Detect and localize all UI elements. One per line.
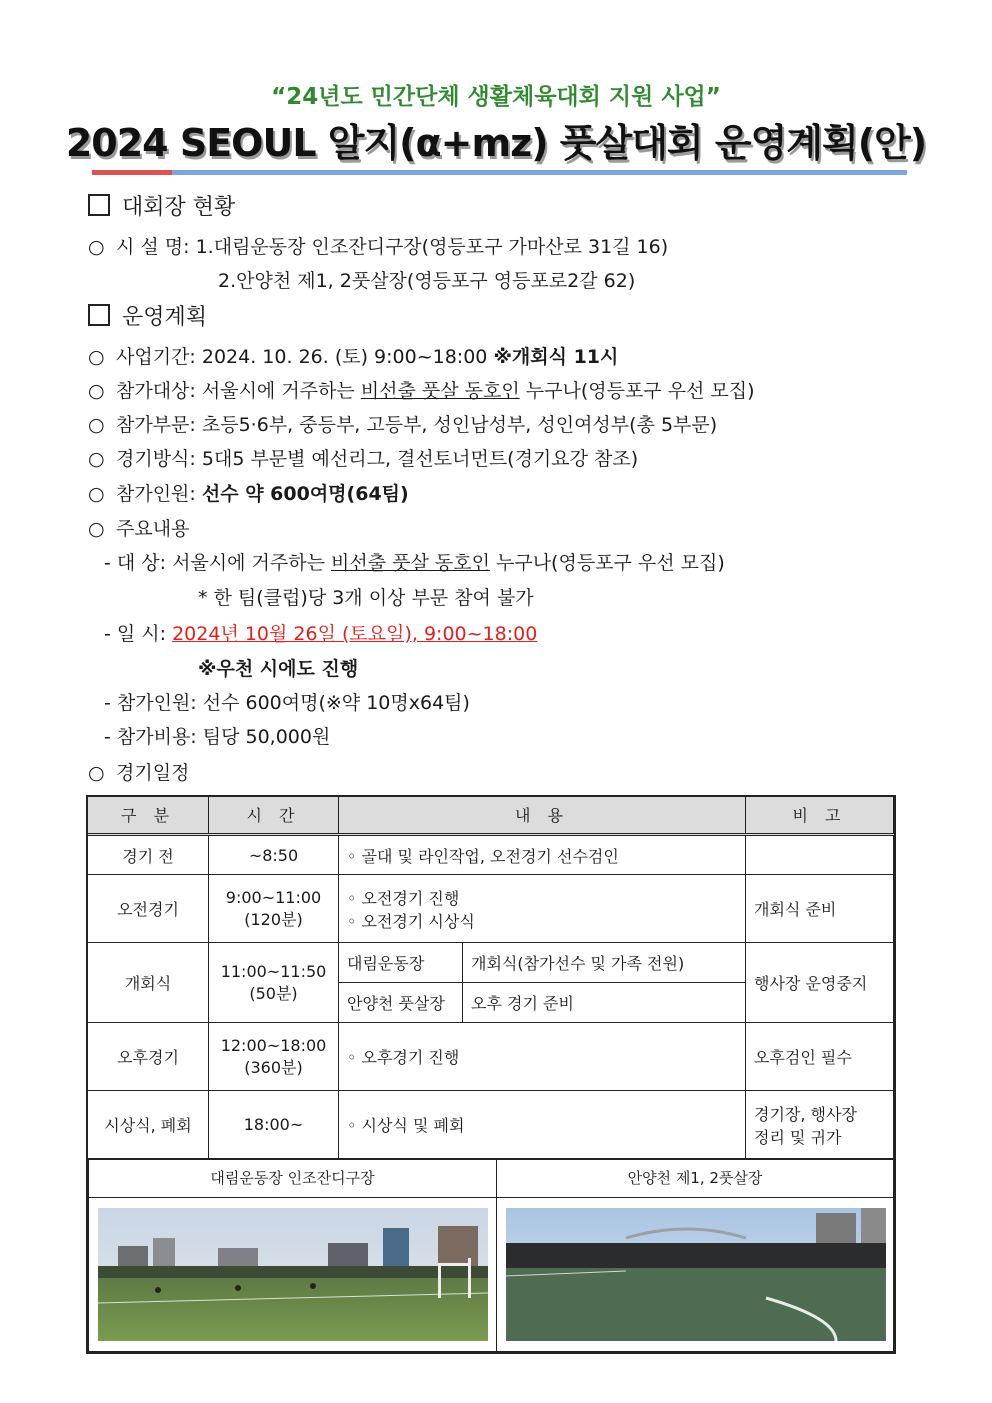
sub-fee: - 참가비용: 팀당 50,000원 <box>104 726 331 748</box>
circle-bullet-icon: ○ <box>88 236 105 258</box>
circle-bullet-icon: ○ <box>88 518 105 540</box>
row2-content-1: ◦ 오전경기 진행 <box>347 888 460 908</box>
people-label: 참가인원: <box>116 483 196 505</box>
circle-bullet-icon: ○ <box>88 380 105 402</box>
row2-note: 개회식 준비 <box>746 875 894 943</box>
row5-division: 시상식, 폐회 <box>88 1091 209 1159</box>
row3-place-2: 안양천 풋살장 <box>339 983 463 1023</box>
left-photo-caption: 대림운동장 인조잔디구장 <box>89 1160 496 1198</box>
document-subtitle: “24년도 민간단체 생활체육대회 지원 사업” <box>271 84 721 110</box>
table-row <box>88 835 894 875</box>
main-content-label: 주요내용 <box>116 518 190 540</box>
document-title: 2024 SEOUL 알지(α+mz) 풋살대회 운영계획(안) <box>65 121 927 165</box>
row3-desc-1: 개회식(참가선수 및 가족 전원) <box>463 943 746 983</box>
target-line <box>88 376 755 403</box>
row3-division: 개회식 <box>88 943 209 1023</box>
people-value: 선수 약 600여명(64팀) <box>201 483 409 505</box>
row4-note: 오후검인 필수 <box>746 1023 894 1091</box>
method-label: 경기방식: <box>116 448 196 470</box>
table-row <box>88 1023 894 1091</box>
row3-time-range: 11:00~11:50 <box>220 961 327 981</box>
row4-division: 오후경기 <box>88 1023 209 1091</box>
division-line <box>88 410 717 437</box>
row3-place-1: 대림운동장 <box>339 943 463 983</box>
people-line <box>88 479 409 506</box>
section-venue-heading: 대회장 현황 <box>122 195 236 220</box>
row3-time <box>209 943 339 1023</box>
facility-1: 1.대림운동장 인조잔디구장(영등포구 가마산로 31길 16) <box>195 236 669 258</box>
target-label: 참가대상: <box>116 380 196 402</box>
row5-note <box>746 1091 894 1159</box>
target-post: 누구나(영등포구 우선 모집) <box>525 380 755 402</box>
sub-target-pre: 서울시에 거주하는 <box>172 552 325 574</box>
sub-date-value: 2024년 10월 26일 (토요일), 9:00~18:00 <box>172 623 538 645</box>
sub-target-line <box>104 548 725 575</box>
row2-time <box>209 875 339 943</box>
period-label: 사업기간: <box>116 346 196 368</box>
target-underlined: 비선출 풋살 동호인 <box>360 380 520 402</box>
division-value: 초등5·6부, 중등부, 고등부, 성인남성부, 성인여성부(총 5부문) <box>201 414 718 436</box>
sub-date-note: ※우천 시에도 진행 <box>198 658 359 680</box>
table-row <box>88 875 894 943</box>
row2-content-2: ◦ 오전경기 시상식 <box>347 911 475 931</box>
anyangcheon-futsal-photo <box>506 1208 886 1341</box>
method-value: 5대5 부문별 예선리그, 결선토너먼트(경기요강 참조) <box>201 448 639 470</box>
daerim-field-photo <box>98 1208 488 1341</box>
circle-bullet-icon: ○ <box>88 448 105 470</box>
period-note: ※개회식 11시 <box>493 346 619 368</box>
facility-line-1 <box>88 232 668 259</box>
row4-time-range: 12:00~18:00 <box>220 1035 327 1055</box>
checkbox-icon <box>88 194 110 216</box>
circle-bullet-icon: ○ <box>88 346 105 368</box>
facility-label: 시 설 명: <box>116 236 190 258</box>
sub-people: - 참가인원: 선수 600여명(※약 10명x64팀) <box>104 692 470 714</box>
section-plan <box>88 300 207 331</box>
division-label: 참가부문: <box>116 414 196 436</box>
period-value: 2024. 10. 26. (토) 9:00~18:00 <box>201 346 488 368</box>
title-divider <box>92 170 907 175</box>
row4-time <box>209 1023 339 1091</box>
table-row <box>88 1091 894 1159</box>
table-header-row <box>88 796 894 835</box>
circle-bullet-icon: ○ <box>88 483 105 505</box>
sub-target-post: 누구나(영등포구 우선 모집) <box>495 552 725 574</box>
row5-content: ◦ 시상식 및 폐회 <box>339 1091 746 1159</box>
schedule-table <box>87 795 894 1159</box>
sub-date-line <box>104 619 537 646</box>
table-row <box>88 943 894 983</box>
facility-2: 2.안양천 제1, 2풋살장(영등포구 영등포로2갈 62) <box>218 270 636 292</box>
circle-bullet-icon: ○ <box>88 762 105 784</box>
header-content: 내 용 <box>339 796 746 835</box>
checkbox-icon <box>88 304 110 326</box>
circle-bullet-icon: ○ <box>88 414 105 436</box>
row4-content: ◦ 오후경기 진행 <box>339 1023 746 1091</box>
row3-desc-2: 오후 경기 준비 <box>463 983 746 1023</box>
row2-content <box>339 875 746 943</box>
section-plan-heading: 운영계획 <box>122 305 208 330</box>
row1-content: ◦ 골대 및 라인작업, 오전경기 선수검인 <box>339 835 746 875</box>
sub-target-underlined: 비선출 풋살 동호인 <box>331 552 490 574</box>
schedule-line <box>88 758 189 785</box>
main-content-line <box>88 514 189 541</box>
sub-date-label: - 일 시: <box>104 623 167 645</box>
right-photo-caption: 안양천 제1, 2풋살장 <box>497 1160 893 1198</box>
row2-duration: (120분) <box>244 909 303 929</box>
target-pre: 서울시에 거주하는 <box>201 380 355 402</box>
method-line <box>88 444 638 471</box>
row2-division: 오전경기 <box>88 875 209 943</box>
row5-note-2: 정리 및 귀가 <box>754 1127 842 1147</box>
row4-duration: (360분) <box>244 1057 303 1077</box>
sub-target-label: - 대 상: <box>104 552 167 574</box>
photo-divider <box>496 1160 497 1351</box>
schedule-label: 경기일정 <box>116 762 190 784</box>
row1-division: 경기 전 <box>88 835 209 875</box>
row2-time-range: 9:00~11:00 <box>225 887 322 907</box>
row5-note-1: 경기장, 행사장 <box>754 1104 857 1124</box>
row5-time: 18:00~ <box>209 1091 339 1159</box>
header-note: 비 고 <box>746 796 894 835</box>
row3-duration: (50분) <box>249 983 298 1003</box>
section-venue <box>88 190 235 221</box>
period-line <box>88 342 618 369</box>
header-time: 시 간 <box>209 796 339 835</box>
sub-target-note: * 한 팀(클럽)당 3개 이상 부문 참여 불가 <box>198 587 534 609</box>
header-division: 구 분 <box>88 796 209 835</box>
row1-time: ~8:50 <box>209 835 339 875</box>
row3-note: 행사장 운영중지 <box>746 943 894 1023</box>
photo-panel <box>87 1159 895 1353</box>
row1-note <box>746 835 894 875</box>
